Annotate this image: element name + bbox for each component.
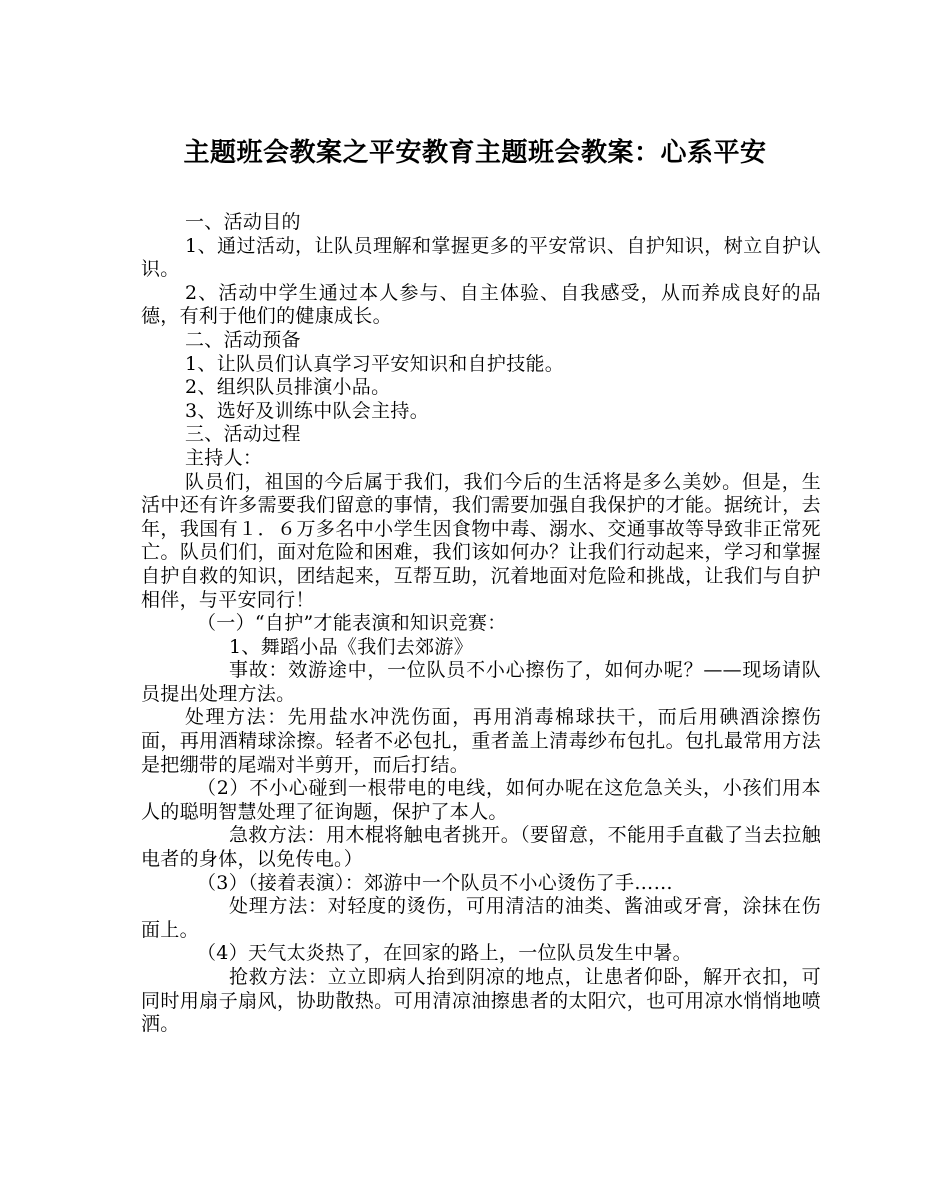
paragraph: （4）天气太炎热了，在回家的路上，一位队员发生中暑。 — [197, 942, 692, 965]
paragraph: 处理方法：对轻度的烫伤，可用清洁的油类、酱油或牙膏，涂抹在伤面上。 — [141, 895, 821, 941]
section-heading: 一、活动目的 — [185, 211, 301, 233]
paragraph: 处理方法：先用盐水冲洗伤面，再用消毒棉球扶干，而后用碘酒涂擦伤面，再用酒精球涂擦。轻者不必包扎，重者盖上清毒纱布包扎。包扎最常用方法是把绷带的尾端对半剪开，而后打结。 — [141, 706, 821, 776]
paragraph: 队员们，祖国的今后属于我们，我们今后的生活将是多么美妙。但是，生活中还有许多需要我们留意的事情，我们需要加强自我保护的才能。据统计，去年，我国有１．６万多名中小学生因食物中毒、溺水、交通事故等导致非正常死亡。队员们们，面对危险和困难，我们该如何办？让我们行动起来，学习和掌握自护自救的知识，团结起来，互帮互助，沉着地面对危险和挑战，让我们与自护相伴，与平安同行！ — [141, 470, 821, 611]
paragraph: 事故：效游途中，一位队员不小心擦伤了，如何办呢？——现场请队员提出处理方法。 — [141, 659, 821, 705]
paragraph: 1、舞蹈小品《我们去郊游》 — [229, 635, 473, 658]
paragraph: （2）不小心碰到一根带电的电线，如何办呢在这危急关头，小孩们用本人的聪明智慧处理了征询题，保护了本人。 — [141, 777, 821, 823]
section-heading: 三、活动过程 — [185, 423, 301, 446]
paragraph: （3）（接着表演）：郊游中一个队员不小心烫伤了手…… — [197, 871, 673, 894]
paragraph: 1、通过活动，让队员理解和掌握更多的平安常识、自护知识，树立自护认识。 — [141, 234, 821, 281]
subsection-heading: （一）“自护”才能表演和知识竞赛： — [197, 612, 507, 635]
document-title: 主题班会教案之平安教育主题班会教案：心系平安 — [183, 138, 767, 168]
paragraph: 2、组织队员排演小品。 — [185, 376, 391, 399]
paragraph: 1、让队员们认真学习平安知识和自护技能。 — [185, 352, 565, 375]
document-body — [141, 211, 821, 1037]
paragraph: 抢救方法：立立即病人抬到阴凉的地点，让患者仰卧，解开衣扣，可同时用扇子扇风，协助散热。可用清凉油擦患者的太阳穴，也可用凉水悄悄地喷洒。 — [141, 966, 821, 1036]
paragraph: 3、选好及训练中队会主持。 — [185, 399, 429, 422]
paragraph: 主持人： — [185, 446, 263, 469]
paragraph: 急救方法：用木棍将触电者挑开。（要留意，不能用手直截了当去拉触电者的身体，以免传电。） — [141, 824, 821, 871]
section-heading: 二、活动预备 — [185, 328, 301, 351]
paragraph: 2、活动中学生通过本人参与、自主体验、自我感受，从而养成良好的品德，有利于他们的健康成长。 — [141, 281, 821, 328]
